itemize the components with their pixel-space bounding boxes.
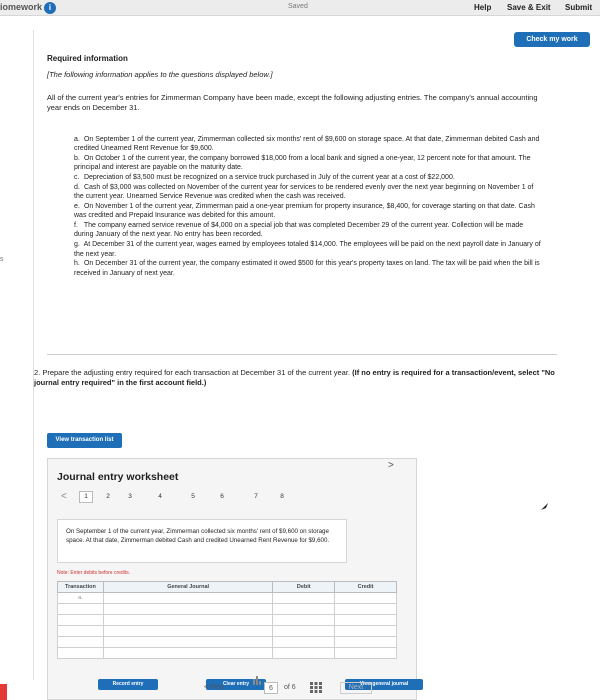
list-item: e. On November 1 of the current year, Zimmerman paid a one-year premium for property insurance, $8,400, for coverage starting on that date. Cash was credited and Prepaid Insurance was debited for this amount. [74,203,535,220]
pager-prev-icon[interactable]: < [61,491,67,502]
table-row [58,648,397,659]
credit-field[interactable] [335,637,397,648]
mouse-cursor-icon [540,498,549,516]
top-bar [0,0,600,16]
current-question-input[interactable]: 6 [264,682,278,694]
worksheet-note: Note: Enter debits before credits. [57,570,131,576]
save-exit-link[interactable]: Save & Exit [507,3,551,12]
question-text: 2. Prepare the adjusting entry required for each transaction at December 31 of the current year. [34,368,351,377]
table-row [58,626,397,637]
pager-page-3[interactable]: 3 [128,493,132,500]
col-general-journal: General Journal [103,582,272,593]
col-credit: Credit [335,582,397,593]
transaction-cell [58,637,104,648]
pager-page-5[interactable]: 5 [191,493,195,500]
credit-field[interactable] [335,615,397,626]
credit-field[interactable] [335,626,397,637]
check-my-work-button[interactable]: Check my work [514,32,590,47]
saved-status: Saved [288,3,308,10]
transaction-cell [58,604,104,615]
pager-page-2[interactable]: 2 [106,493,110,500]
table-row [58,604,397,615]
col-transaction: Transaction [58,582,104,593]
credit-field[interactable] [335,604,397,615]
question-count: of 6 [284,684,296,691]
account-field[interactable] [103,648,272,659]
record-entry-button[interactable]: Record entry [98,679,158,690]
pager-page-4[interactable]: 4 [158,493,162,500]
worksheet-description: On September 1 of the current year, Zimmerman collected six months' rent of $9,600 on storage space. At that date, Zimmerman debited Cash and credited Unearned Rent Revenue for $9,600. [57,519,347,563]
question-navigation [200,682,400,696]
pager-page-8[interactable]: 8 [280,493,284,500]
account-field[interactable] [103,615,272,626]
prev-question-button[interactable]: < Prev [204,684,225,691]
worksheet-pager [57,491,397,505]
list-item: f. The company earned service revenue of $4,000 on a special job that was completed December 29 of the current year. Collection will be made during January of the next year. No entry has been recorded. [74,222,524,239]
list-item: h. On December 31 of the current year, the company estimated it owed $500 for this year's property taxes on land. The tax will be paid when the bill is received in January of next year. [74,260,540,277]
debit-field[interactable] [273,637,335,648]
transaction-cell: a. [58,593,104,604]
side-marker [0,684,7,700]
account-field[interactable] [103,593,272,604]
debit-field[interactable] [273,593,335,604]
pager-page-7[interactable]: 7 [254,493,258,500]
table-row [58,637,397,648]
pager-page-6[interactable]: 6 [220,493,224,500]
transaction-cell [58,648,104,659]
question-card [33,30,565,687]
transaction-cell [58,626,104,637]
intro-text: All of the current year's entries for Zimmerman Company have been made, except the following adjusting entries. The company's annual accounting year ends on December 31. [47,93,538,112]
view-transaction-list-button[interactable]: View transaction list [47,433,122,448]
submit-link[interactable]: Submit [565,3,593,12]
credit-field[interactable] [335,593,397,604]
table-row [58,615,397,626]
pager-next-icon[interactable]: > [388,460,394,471]
account-field[interactable] [103,637,272,648]
list-item: d. Cash of $3,000 was collected on November of the current year for services to be rendered evenly over the next year beginning on November 1 of the current year. Unearned Service Revenue was credited when the cash was received. [74,183,534,201]
debit-field[interactable] [273,626,335,637]
table-header-row [58,582,397,593]
info-badge[interactable]: i [44,2,56,14]
next-question-button[interactable]: Next [340,682,372,694]
debit-field[interactable] [273,604,335,615]
clear-entry-button[interactable]: Clear entry [206,679,266,690]
app-name: iomework [0,2,43,12]
col-debit: Debit [273,582,335,593]
pager-page-1[interactable]: 1 [79,491,93,503]
required-info-title: Required information [47,54,128,63]
journal-entry-worksheet [47,458,417,700]
worksheet-title: Journal entry worksheet [57,471,179,483]
list-item: b. On October 1 of the current year, the company borrowed $18,000 from a local bank and signed a one-year, 12 percent note for that amount. The principal and interest are payable on the maturity date. [74,155,531,172]
left-panel-stub: s [0,256,4,263]
account-field[interactable] [103,604,272,615]
debit-field[interactable] [273,615,335,626]
list-item: a. On September 1 of the current year, Zimmerman collected six months' rent of $9,600 on storage space. At that date, Zimmerman debited Cash and credited Unearned Rent Revenue for $9,600. [74,136,540,153]
transactions-box [47,125,557,355]
list-item: c. Depreciation of $3,500 must be recognized on a service truck purchased in July of the current year at a cost of $22,000. [74,174,455,182]
question-instruction: (If no entry is required for a transaction/event, select "No journal entry required" in the first account field.) [34,368,555,387]
transaction-cell [58,615,104,626]
account-field[interactable] [103,626,272,637]
list-item: g. At December 31 of the current year, wages earned by employees totaled $14,000. The employees will be paid on the next payroll date in January of the next year. [74,241,541,258]
grid-icon[interactable] [310,682,322,693]
table-row [58,593,397,604]
journal-table [57,581,397,659]
required-info-note: [The following information applies to the questions displayed below.] [47,70,273,79]
credit-field[interactable] [335,648,397,659]
help-link[interactable]: Help [474,3,492,12]
view-general-journal-button[interactable]: View general journal [345,679,423,690]
debit-field[interactable] [273,648,335,659]
transactions-list [74,135,544,278]
question-prompt [34,368,564,388]
